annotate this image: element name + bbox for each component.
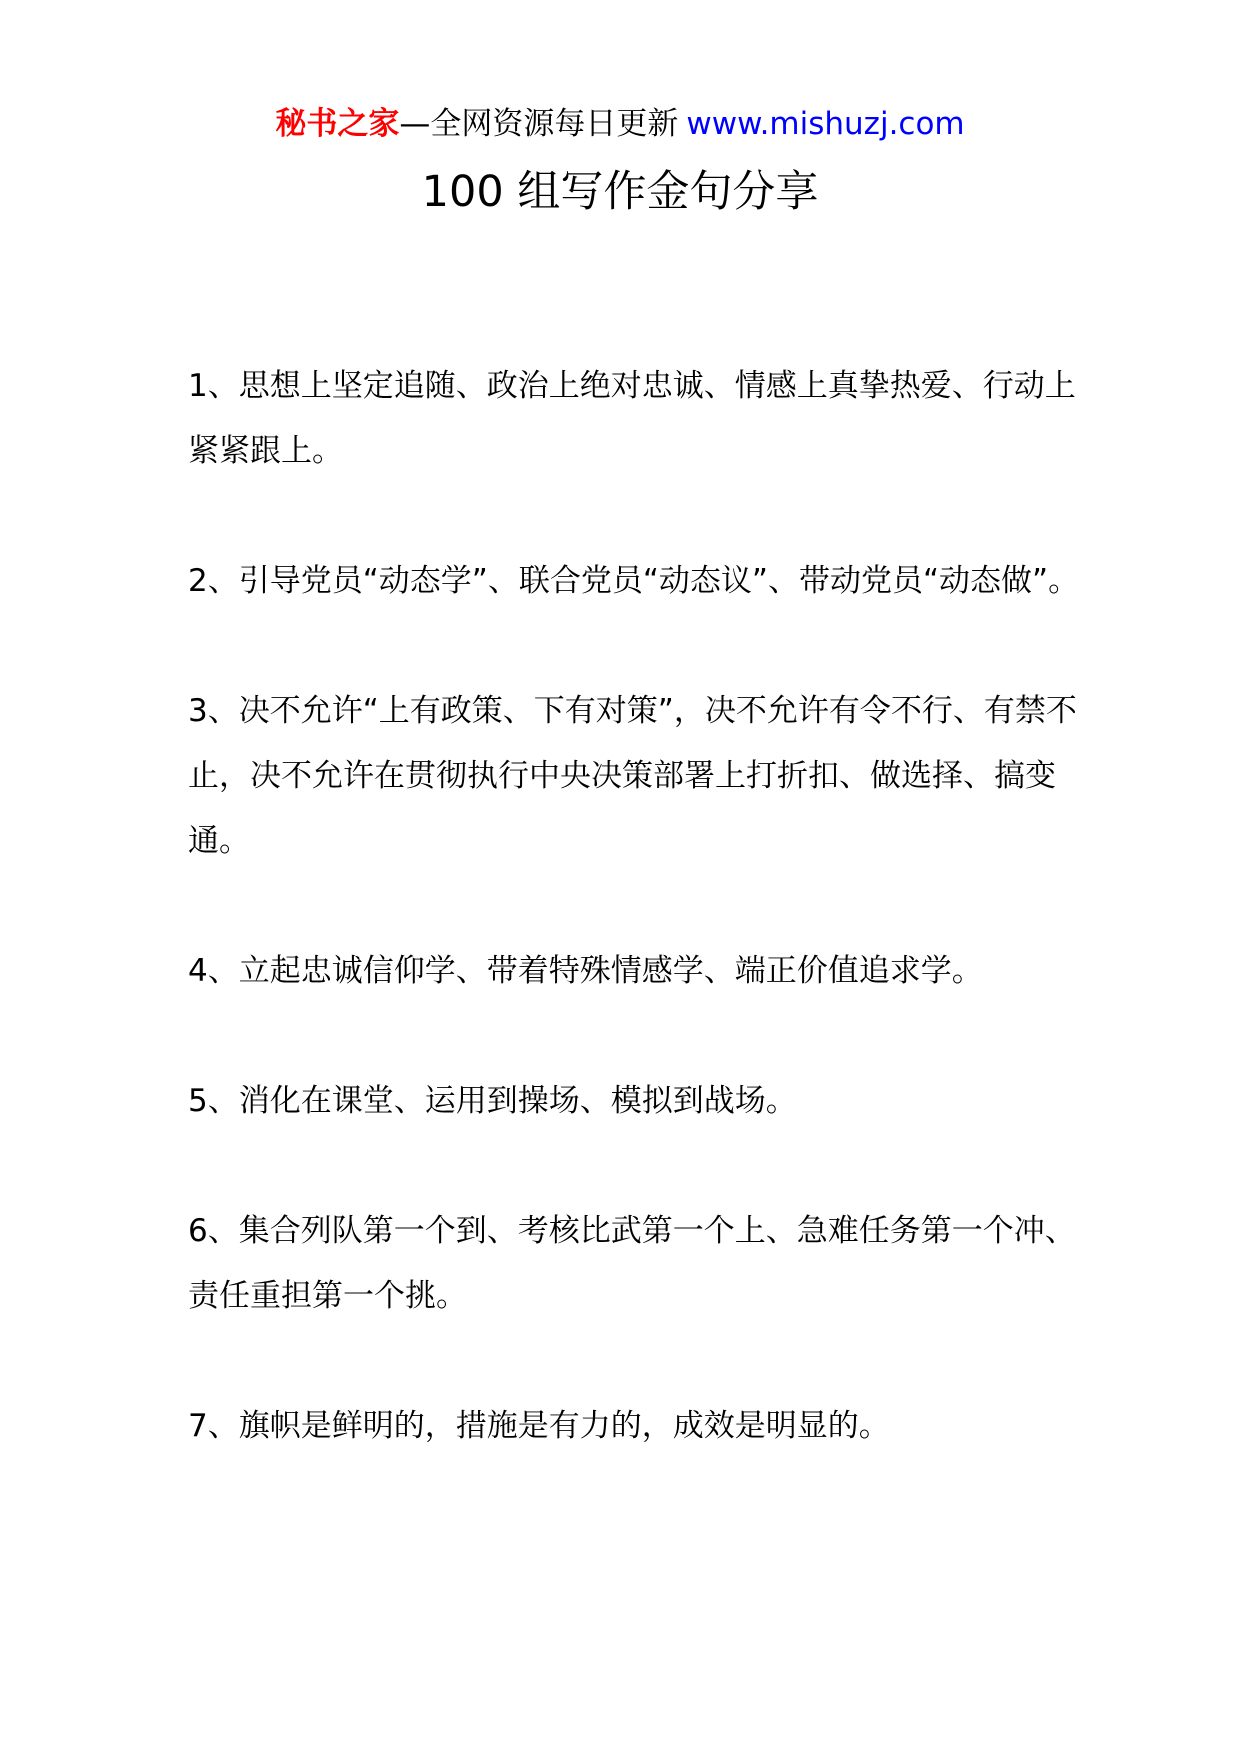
header-tagline: —全网资源每日更新 (399, 106, 679, 142)
quote-item-5: 5、消化在课堂、运用到操场、模拟到战场。 (188, 1083, 797, 1119)
quote-item-3: 3、决不允许“上有政策、下有对策”，决不允许有令不行、有禁不止，决不允许在贯彻执行中央决策部署上打折扣、做选择、搞变通。 (188, 693, 1077, 859)
document-title: 100 组写作金句分享 (421, 167, 819, 217)
quote-item-7: 7、旗帜是鲜明的，措施是有力的，成效是明显的。 (188, 1408, 890, 1444)
quote-item-1: 1、思想上坚定追随、政治上绝对忠诚、情感上真挚热爱、行动上紧紧跟上。 (188, 368, 1076, 469)
site-url-link[interactable]: www.mishuzj.com (686, 106, 965, 142)
quote-list (188, 354, 1088, 1459)
brand-name: 秘书之家 (275, 106, 400, 142)
quote-item-4: 4、立起忠诚信仰学、带着特殊情感学、端正价值追求学。 (188, 953, 983, 989)
quote-item-6: 6、集合列队第一个到、考核比武第一个上、急难任务第一个冲、责任重担第一个挑。 (188, 1213, 1076, 1314)
quote-item-2: 2、引导党员“动态学”、联合党员“动态议”、带动党员“动态做”。 (188, 563, 1080, 599)
site-header (0, 100, 1240, 148)
